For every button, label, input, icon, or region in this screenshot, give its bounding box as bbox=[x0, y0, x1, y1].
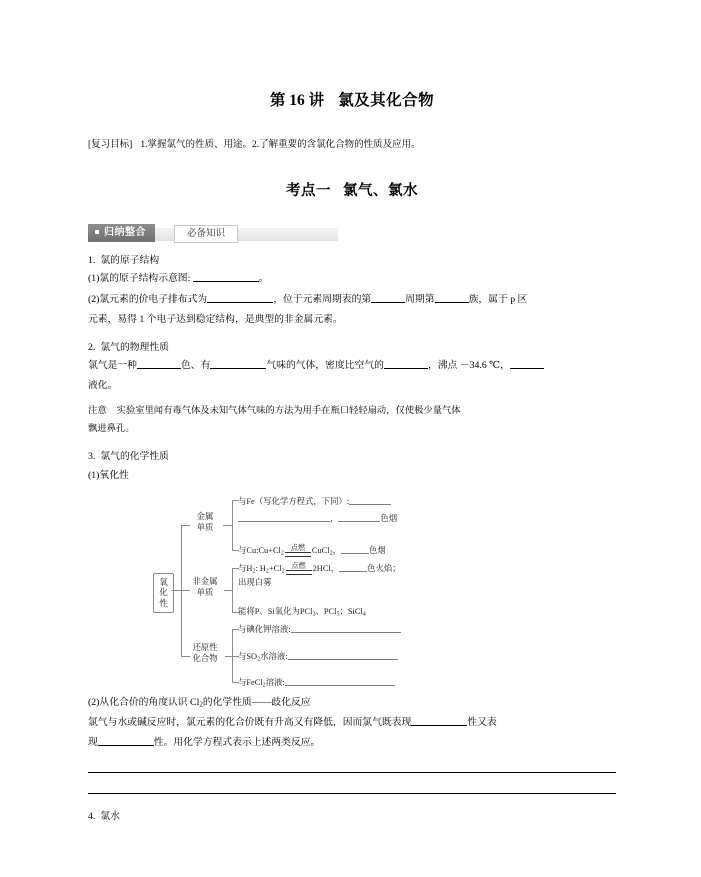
para-3-1 bbox=[88, 467, 616, 485]
diagram-item-h2-mid: : H bbox=[255, 563, 266, 573]
diagram-connector bbox=[171, 590, 181, 591]
diagram-node-nonmetal-line2: 单质 bbox=[196, 587, 214, 597]
diagram-item-p-si-mid2: ；SiCl bbox=[339, 606, 363, 616]
diagram-item-cu-tail: ， bbox=[332, 545, 341, 555]
heading-4-num: 4. bbox=[88, 811, 96, 822]
diagram-node-nonmetal bbox=[186, 577, 224, 599]
para-3-2-p1: (2)从化合价的角度认识 Cl bbox=[88, 696, 200, 708]
diagram-item-p-si-sub2: 5 bbox=[336, 611, 340, 617]
lecture-title-text: 氯及其化合物 bbox=[338, 92, 435, 109]
para-2-1 bbox=[88, 357, 616, 375]
diagram-node-metal-line1: 金属 bbox=[196, 511, 214, 521]
para-1-2-p1: (2)氯元素的价电子排布式为 bbox=[88, 293, 208, 305]
section-label: 考点一 bbox=[286, 183, 331, 200]
diagram-item-h2-sub1: 2 bbox=[252, 568, 256, 574]
diagram-item-cu-tail2: 色烟 bbox=[368, 545, 386, 555]
diagram-item-cu-post: CuCl bbox=[311, 545, 330, 555]
diagram-item-cu-sub2: 2 bbox=[329, 550, 333, 556]
tab-guinazhenghe-label: 归纳整合 bbox=[104, 227, 146, 239]
heading-item-3 bbox=[88, 449, 616, 464]
fill-blank[interactable] bbox=[238, 512, 330, 522]
diagram-item-h2-mid2: +Cl bbox=[268, 563, 282, 573]
diagram-item-fecl2-pre: 与FeCl bbox=[238, 677, 263, 687]
fill-blank[interactable] bbox=[207, 292, 273, 303]
para-3-4 bbox=[88, 734, 616, 752]
diagram-item-so2-sub1: 2 bbox=[257, 656, 261, 662]
diagram-item-h2 bbox=[238, 562, 401, 576]
para-3-2-sub: 2 bbox=[199, 700, 203, 709]
diagram-brace bbox=[232, 500, 233, 550]
para-1-2-p5: 元素，易得 1 个电子达到稳定结构，是典型的非金属元素。 bbox=[88, 313, 343, 325]
page-title bbox=[88, 88, 616, 110]
diagram-item-h2-l2: 出现白雾 bbox=[238, 577, 272, 587]
note-line-1: 实验室里闻有毒气体及未知气体气味的方法为用手在瓶口轻轻扇动，仅使极少量气体 bbox=[116, 406, 461, 417]
tab-bibeizhishi[interactable] bbox=[174, 225, 238, 243]
para-3-2 bbox=[88, 694, 616, 712]
fill-blank[interactable] bbox=[349, 495, 391, 505]
para-2-1-p1: 氯气是一种 bbox=[88, 359, 137, 371]
fill-blank[interactable] bbox=[339, 562, 367, 572]
fill-blank[interactable] bbox=[371, 292, 405, 303]
heading-1-num: 1. bbox=[88, 255, 96, 267]
para-1-2-p3: 周期第 bbox=[405, 293, 435, 305]
fill-blank[interactable] bbox=[341, 544, 369, 554]
diagram-item-cu-sub1: 2 bbox=[280, 550, 284, 556]
para-2-1-p2: 色、有 bbox=[180, 359, 211, 371]
diagram-item-p-si-pre: 能将P、Si氧化为PCl bbox=[238, 606, 313, 616]
heading-4-text: 氯水 bbox=[100, 811, 120, 822]
section-heading bbox=[88, 179, 616, 200]
fill-blank[interactable] bbox=[510, 358, 544, 369]
diagram-item-h2-line2 bbox=[238, 577, 272, 589]
diagram-item-fecl2-sub1: 2 bbox=[262, 682, 266, 688]
section-title: 氯气、氯水 bbox=[343, 183, 418, 200]
reaction-arrow-ignite bbox=[285, 545, 311, 557]
lecture-number: 第 16 讲 bbox=[269, 92, 325, 109]
heading-3-text: 氯气的化学性质 bbox=[100, 451, 169, 463]
para-3-3-p3: 氯气与水或碱反应时，氯元素的化合价既有升高又有降低，因而氯气既表现 bbox=[88, 716, 412, 728]
note-block bbox=[88, 402, 616, 420]
diagram-item-so2-pre: 与SO bbox=[238, 651, 258, 661]
diagram-item-fecl2 bbox=[238, 676, 395, 690]
answer-line[interactable] bbox=[88, 792, 616, 794]
diagram-node-reducing bbox=[185, 643, 225, 665]
diagram-item-so2-mid: 水溶液: bbox=[260, 651, 288, 661]
diagram-item-p-si-sub1: 3 bbox=[312, 611, 316, 617]
fill-blank[interactable] bbox=[411, 715, 467, 726]
reaction-condition-label: 点燃 bbox=[291, 561, 306, 570]
heading-2-num: 2. bbox=[88, 341, 96, 353]
diagram-item-ki-pre: 与碘化钾溶液: bbox=[238, 624, 291, 634]
fill-blank[interactable] bbox=[291, 623, 401, 633]
heading-item-2 bbox=[88, 340, 616, 355]
diagram-node-reducing-line1: 还原性 bbox=[192, 642, 218, 652]
para-3-2-p2: 的化学性质——歧化反应 bbox=[202, 696, 311, 708]
diagram-node-nonmetal-line1: 非金属 bbox=[192, 576, 218, 586]
diagram-node-reducing-line2: 化合物 bbox=[192, 653, 218, 663]
fill-blank[interactable] bbox=[137, 358, 181, 369]
diagram-item-ki bbox=[238, 623, 401, 636]
fill-blank[interactable] bbox=[435, 292, 469, 303]
fill-blank[interactable] bbox=[193, 271, 259, 282]
para-1-1-suffix: 。 bbox=[258, 273, 269, 285]
diagram-item-so2 bbox=[238, 650, 398, 664]
diagram-root-node bbox=[153, 573, 174, 613]
diagram-item-h2-tail: 色火焰； bbox=[367, 563, 401, 573]
heading-item-1 bbox=[88, 253, 616, 268]
answer-line[interactable] bbox=[88, 771, 616, 773]
diagram-connector bbox=[225, 656, 232, 657]
diagram-node-metal-line2: 单质 bbox=[196, 522, 214, 532]
diagram-connector bbox=[224, 590, 232, 591]
para-2-1-p4: ，沸点 －34.6 ℃， bbox=[427, 359, 510, 371]
page-content bbox=[88, 0, 616, 822]
tab-bibeizhishi-label: 必备知识 bbox=[187, 228, 226, 240]
objectives-label: [复习目标] bbox=[88, 140, 133, 150]
diagram-item-fe-line2 bbox=[238, 512, 397, 525]
diagram-item-fe-l2-pre: ， bbox=[330, 513, 339, 523]
para-1-2-cont bbox=[88, 311, 616, 329]
heading-2-text: 氯气的物理性质 bbox=[100, 341, 169, 353]
note-block-line2 bbox=[88, 420, 616, 438]
note-label: 注意 bbox=[88, 406, 107, 417]
diagram-item-p-si-sub3: 4 bbox=[362, 611, 366, 617]
diagram-node-metal bbox=[188, 512, 222, 534]
diagram-item-h2-sub3: 2 bbox=[281, 568, 285, 574]
para-1-2-p4: 族，属于 p 区 bbox=[468, 293, 528, 305]
para-1-1 bbox=[88, 270, 616, 288]
square-bullet-icon bbox=[95, 230, 99, 234]
para-3-4-p6: 性。用化学方程式表示上述两类反应。 bbox=[153, 736, 321, 748]
fill-blank[interactable] bbox=[384, 358, 428, 369]
para-3-1-text: (1)氧化性 bbox=[88, 469, 129, 481]
diagram-item-fe-text: 与Fe（写化学方程式，下同）: bbox=[238, 496, 350, 506]
fill-blank[interactable] bbox=[288, 650, 398, 660]
diagram-item-fe bbox=[238, 495, 391, 508]
objectives-text: 1.掌握氯气的性质、用途。2.了解重要的含氯化合物的性质及应用。 bbox=[140, 140, 421, 150]
note-line-2: 飘进鼻孔。 bbox=[88, 424, 135, 435]
double-line-arrow-icon bbox=[285, 552, 311, 557]
oxidizing-property-diagram bbox=[88, 495, 558, 690]
fill-blank[interactable] bbox=[285, 676, 395, 686]
para-1-1-prefix: (1)氯的原子结构示意图: bbox=[88, 273, 191, 285]
diagram-item-cu bbox=[238, 544, 386, 558]
para-2-1-p5: 液化。 bbox=[88, 380, 118, 392]
fill-blank[interactable] bbox=[338, 512, 380, 522]
diagram-item-p-si-mid: 、PCl bbox=[315, 606, 337, 616]
diagram-item-fe-l2-post: 色烟 bbox=[380, 513, 398, 523]
diagram-item-h2-post: 2HCl， bbox=[312, 563, 340, 573]
knowledge-banner bbox=[88, 224, 338, 242]
para-1-2 bbox=[88, 291, 616, 309]
heading-3-num: 3. bbox=[88, 451, 96, 463]
reaction-condition-label: 点燃 bbox=[290, 543, 306, 552]
para-3-4-p5: 现 bbox=[88, 736, 98, 748]
para-2-1-p3: 气味的气体，密度比空气的 bbox=[266, 359, 384, 371]
review-objectives bbox=[88, 138, 616, 152]
diagram-item-fecl2-mid: 溶液: bbox=[265, 677, 285, 687]
diagram-item-p-si bbox=[238, 606, 366, 619]
heading-item-4 bbox=[88, 808, 616, 822]
diagram-item-h2-sub2: 2 bbox=[265, 568, 269, 574]
fill-blank[interactable] bbox=[98, 735, 154, 746]
diagram-brace bbox=[232, 568, 233, 612]
reaction-arrow-ignite bbox=[286, 563, 312, 575]
para-2-1-cont bbox=[88, 377, 616, 395]
para-1-2-p2: ，位于元素周期表的第 bbox=[273, 293, 372, 305]
double-line-arrow-icon bbox=[286, 570, 312, 575]
diagram-item-cu-pre: 与Cu:Cu+Cl bbox=[238, 545, 281, 555]
heading-1-text: 氯的原子结构 bbox=[100, 255, 160, 267]
diagram-item-h2-pre: 与H bbox=[238, 563, 253, 573]
para-3-3 bbox=[88, 714, 616, 732]
fill-blank[interactable] bbox=[210, 358, 266, 369]
diagram-root-label: 氧化性 bbox=[159, 576, 168, 609]
para-3-3-p4: 性又表 bbox=[467, 716, 497, 728]
tab-guinazhenghe[interactable] bbox=[88, 224, 155, 242]
diagram-connector bbox=[223, 525, 232, 526]
